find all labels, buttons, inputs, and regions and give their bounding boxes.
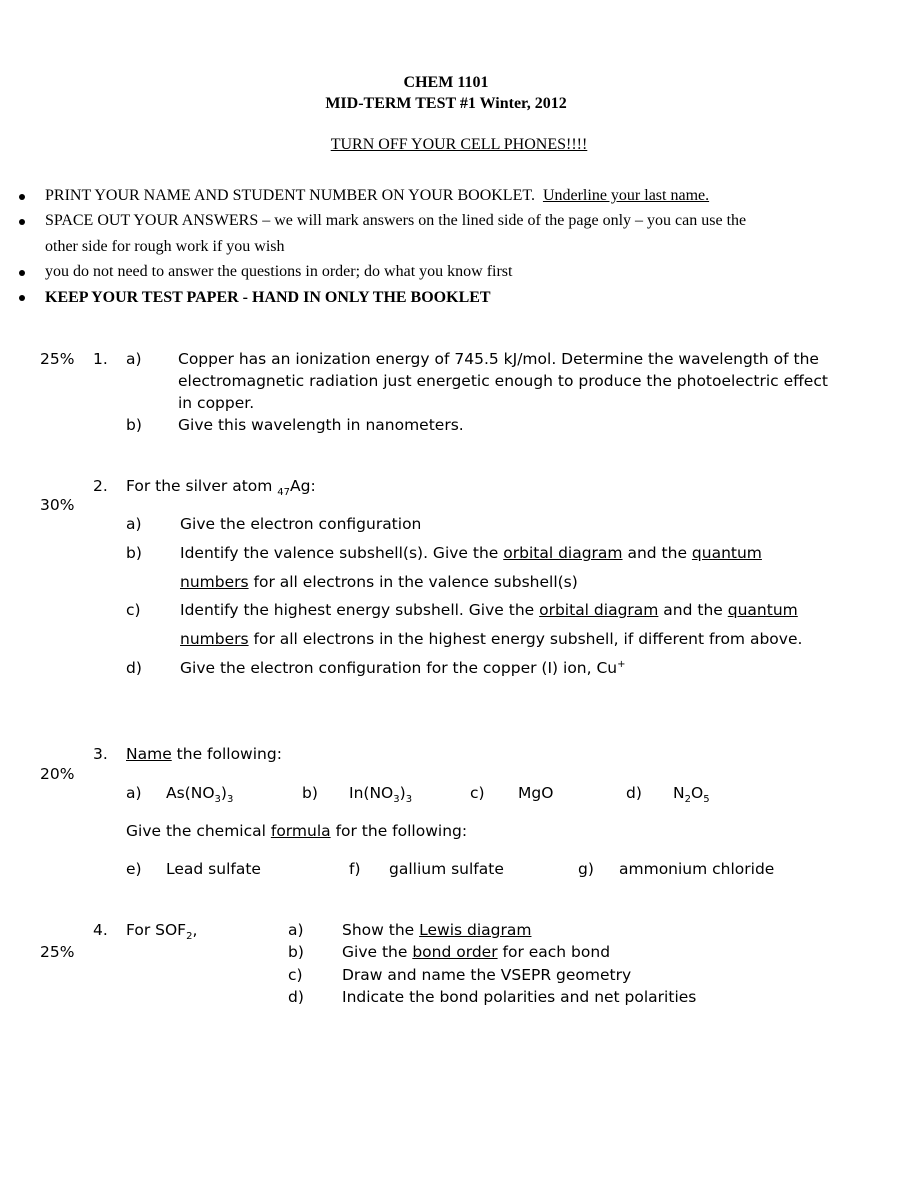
q4-d-text: Indicate the bond polarities and net polarities [342,988,697,1006]
q3-b-close: ) [399,784,406,802]
q1-a-line-2: electromagnetic radiation just energetic enough to produce the photoelectric effect [178,372,828,390]
bullet-icon [19,295,25,301]
instruction-3: you do not need to answer the questions in order; do what you know first [45,263,513,280]
q4-c-label: c) [288,966,303,984]
q4-stem-sub: 2 [186,931,193,943]
q3-formula-pre: Give the chemical [126,822,271,840]
q3-b-main: In(NO [349,784,394,802]
q4-number: 4. [93,921,108,939]
q4-a-text [342,921,531,939]
q2-c-numbers: numbers [180,630,249,648]
q2-stem-element: Ag: [290,477,316,495]
q2-a-text: Give the electron configuration [180,515,422,533]
q3-formula-underlined: formula [270,822,331,840]
q2-c-orbital-diagram: orbital diagram [539,601,659,619]
q2-d-charge: + [617,659,626,670]
q2-b-label: b) [126,544,142,562]
cell-phone-warning: TURN OFF YOUR CELL PHONES!!!! [330,136,588,153]
q3-d-sub2: 5 [703,794,710,806]
q2-b-quantum: quantum [691,544,762,562]
q1-b-text: Give this wavelength in nanometers. [178,416,464,434]
q4-c-text: Draw and name the VSEPR geometry [342,966,632,984]
q3-a-sub2: 3 [226,794,234,806]
instruction-2-line-2: other side for rough work if you wish [45,238,285,255]
q2-b-line-2 [180,573,578,591]
q4-stem-end: , [192,921,198,939]
q2-c-label: c) [126,601,141,619]
q2-b-text-2: and the [622,544,692,562]
q2-b-line-1 [180,544,762,562]
q4-weight: 25% [40,943,75,961]
bullet-icon [19,219,25,225]
q4-stem [126,921,197,942]
q2-c-text-2: and the [658,601,728,619]
q2-stem-atomic-number: 47 [277,487,291,499]
bullet-icon [19,270,25,276]
q3-f-label: f) [349,860,361,878]
q3-b-compound [349,784,412,805]
q3-d-n: N [673,784,685,802]
q4-stem-text: For SOF [126,921,187,939]
q2-c-quantum: quantum [727,601,798,619]
q3-b-sub2: 3 [405,794,413,806]
q2-b-text-3: for all electrons in the valence subshell(s) [248,573,578,591]
q3-a-main: As(NO [166,784,215,802]
course-title: CHEM 1101 [403,74,489,91]
test-title: MID-TERM TEST #1 Winter, 2012 [325,95,567,112]
q3-number: 3. [93,745,108,763]
q4-d-label: d) [288,988,304,1006]
q4-b-bond-order: bond order [412,943,498,961]
q2-b-text-1: Identify the valence subshell(s). Give the [180,544,504,562]
q1-a-label: a) [126,350,142,368]
q3-a-close: ) [220,784,227,802]
q4-a-label: a) [288,921,304,939]
q3-b-label: b) [302,784,318,802]
q3-d-sub1: 2 [684,794,691,806]
q1-b-label: b) [126,416,142,434]
q2-b-numbers: numbers [180,573,249,591]
instruction-1 [45,187,709,205]
bullet-icon [19,194,25,200]
q3-a-compound [166,784,233,805]
q2-d-text [180,659,626,677]
q2-c-line-1 [180,601,798,619]
q3-stem [126,745,282,763]
q3-f-text: gallium sulfate [389,860,504,878]
q3-stem-rest: the following: [171,745,282,763]
q2-c-text-1: Identify the highest energy subshell. Give the [180,601,540,619]
q3-b-sub1: 3 [393,794,400,806]
q1-weight: 25% [40,350,75,368]
q3-d-compound [673,784,710,805]
q2-a-label: a) [126,515,142,533]
q3-a-sub1: 3 [214,794,221,806]
q2-c-line-2 [180,630,802,648]
q4-b-label: b) [288,943,304,961]
instruction-2-line-1: SPACE OUT YOUR ANSWERS – we will mark answers on the lined side of the page only – you can use the [45,212,747,229]
q2-stem-text: For the silver atom [126,477,278,495]
q3-g-label: g) [578,860,594,878]
q2-stem [126,477,316,498]
q4-b-pre: Give the [342,943,413,961]
q1-a-line-1: Copper has an ionization energy of 745.5 kJ/mol. Determine the wavelength of the [178,350,819,368]
q4-a-lewis-diagram: Lewis diagram [419,921,532,939]
q4-b-text [342,943,610,961]
q3-d-o: O [690,784,704,802]
q3-formula-stem [126,822,467,840]
q3-d-label: d) [626,784,642,802]
q2-weight: 30% [40,496,75,514]
q2-b-orbital-diagram: orbital diagram [503,544,623,562]
q3-g-text: ammonium chloride [619,860,775,878]
q3-a-label: a) [126,784,142,802]
q2-number: 2. [93,477,108,495]
q3-e-text: Lead sulfate [166,860,261,878]
q3-e-label: e) [126,860,142,878]
q3-name-underlined: Name [126,745,172,763]
q4-a-pre: Show the [342,921,420,939]
instruction-1-text: PRINT YOUR NAME AND STUDENT NUMBER ON YOUR BOOKLET. [45,187,535,204]
q2-d-label: d) [126,659,142,677]
instruction-1-underline: Underline your last name. [542,187,710,204]
q3-c-compound: MgO [518,784,554,802]
q1-a-line-3: in copper. [178,394,255,412]
q1-number: 1. [93,350,108,368]
q3-c-label: c) [470,784,485,802]
q4-b-post: for each bond [497,943,611,961]
q2-c-text-3: for all electrons in the highest energy subshell, if different from above. [248,630,803,648]
instruction-4: KEEP YOUR TEST PAPER - HAND IN ONLY THE BOOKLET [45,289,491,306]
q3-formula-post: for the following: [330,822,468,840]
q3-weight: 20% [40,765,75,783]
q2-d-text-main: Give the electron configuration for the copper (I) ion, Cu [180,659,618,678]
